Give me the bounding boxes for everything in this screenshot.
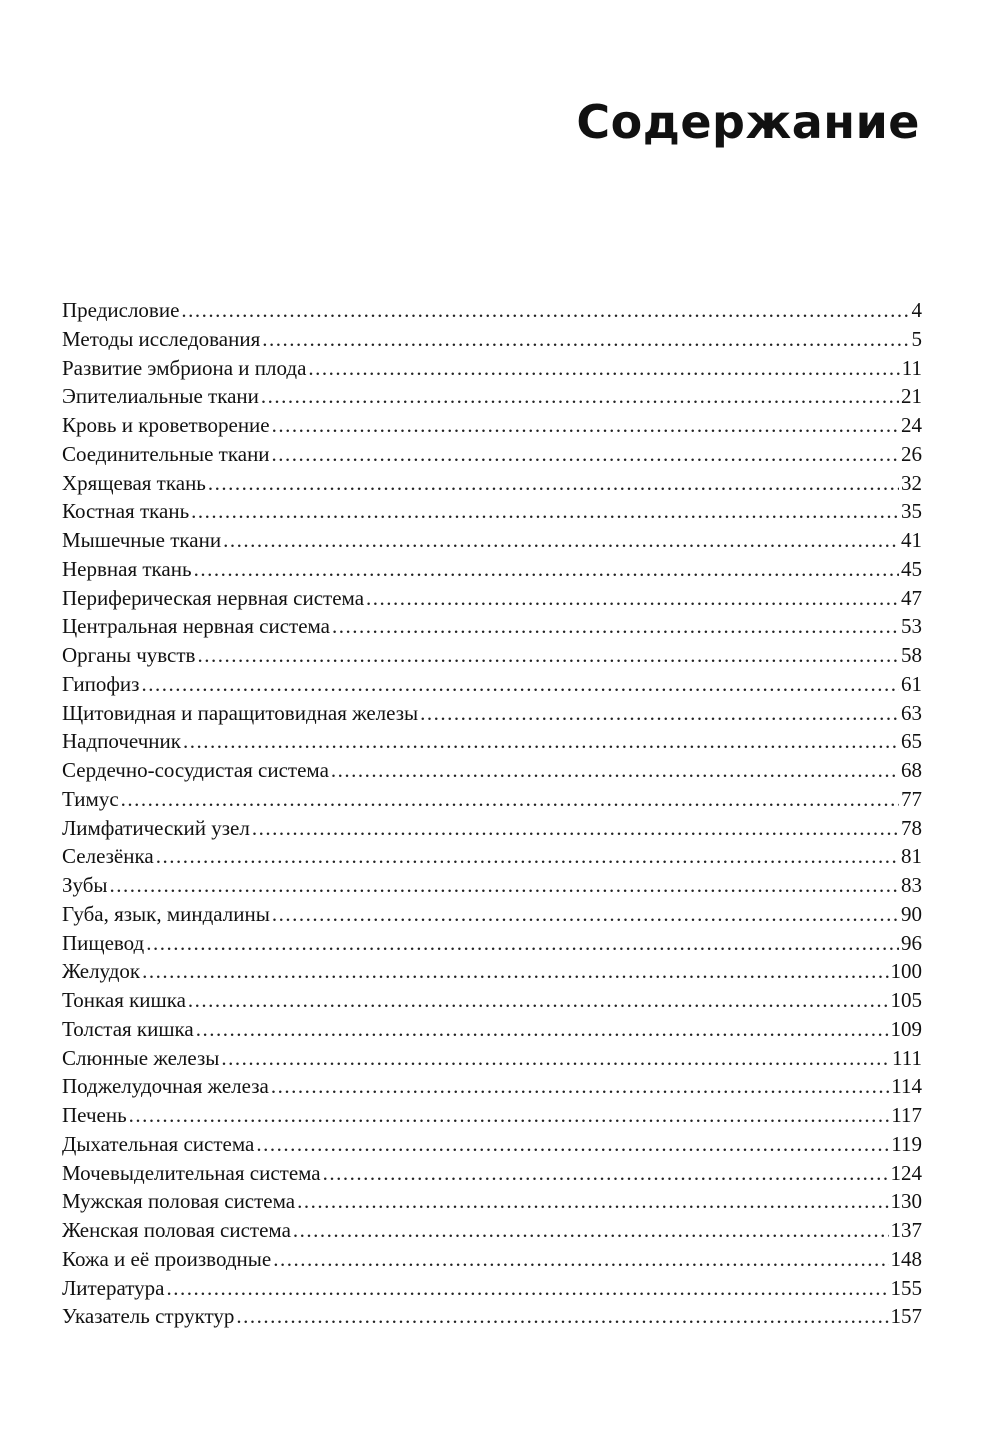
toc-leader-dots xyxy=(262,325,909,354)
toc-entry-label: Тимус xyxy=(62,786,119,811)
toc-entry-label: Хрящевая ткань xyxy=(62,470,206,495)
toc-entry-label: Зубы xyxy=(62,873,108,897)
toc-entry-page: 63 xyxy=(901,700,922,725)
toc-entry-label: Литература xyxy=(62,1275,165,1300)
toc-leader-dots xyxy=(142,957,888,986)
toc-entry[interactable] xyxy=(62,842,922,871)
toc-entry-label: Печень xyxy=(62,1103,127,1127)
toc-leader-dots xyxy=(196,1015,889,1044)
toc-entry[interactable] xyxy=(62,469,922,498)
toc-entry-page: 137 xyxy=(890,1218,922,1242)
toc-leader-dots xyxy=(129,1101,890,1130)
toc-entry-page: 58 xyxy=(901,643,922,667)
toc-entry[interactable] xyxy=(62,526,922,555)
toc-entry[interactable] xyxy=(62,871,922,900)
toc-entry-label: Нервная ткань xyxy=(62,556,192,581)
toc-entry-label: Кожа и её производные xyxy=(62,1246,272,1271)
table-of-contents xyxy=(62,296,922,1331)
toc-leader-dots xyxy=(194,555,899,584)
toc-entry-label: Периферическая нервная система xyxy=(62,585,365,610)
toc-entry-page: 45 xyxy=(901,556,922,581)
toc-entry[interactable] xyxy=(62,1072,922,1101)
toc-entry-label: Губа, язык, миндалины xyxy=(62,901,270,926)
toc-entry[interactable] xyxy=(62,900,922,929)
toc-entry[interactable] xyxy=(62,411,922,440)
toc-entry-page: 90 xyxy=(901,901,922,926)
toc-entry-label: Пищевод xyxy=(62,930,145,955)
toc-entry[interactable] xyxy=(62,612,922,641)
toc-leader-dots xyxy=(197,641,899,670)
toc-entry[interactable] xyxy=(62,497,922,526)
toc-entry-label: Кровь и кроветворение xyxy=(62,413,270,437)
toc-entry[interactable] xyxy=(62,1159,922,1188)
toc-leader-dots xyxy=(221,1044,890,1073)
toc-leader-dots xyxy=(366,584,899,613)
toc-entry-page: 124 xyxy=(890,1160,922,1185)
toc-leader-dots xyxy=(272,411,899,440)
toc-entry[interactable] xyxy=(62,756,922,785)
toc-entry-page: 111 xyxy=(892,1045,922,1070)
toc-leader-dots xyxy=(331,756,899,785)
toc-entry[interactable] xyxy=(62,1245,922,1274)
toc-leader-dots xyxy=(420,699,899,728)
toc-leader-dots xyxy=(297,1187,888,1216)
toc-entry-page: 130 xyxy=(890,1189,922,1214)
toc-entry-label: Сердечно-сосудистая система xyxy=(62,758,329,782)
toc-entry-page: 78 xyxy=(901,815,922,840)
toc-entry[interactable] xyxy=(62,785,922,814)
toc-entry-page: 26 xyxy=(901,441,922,466)
toc-leader-dots xyxy=(223,526,899,555)
toc-leader-dots xyxy=(332,612,899,641)
toc-entry-page: 68 xyxy=(901,758,922,782)
toc-leader-dots xyxy=(273,1245,888,1274)
toc-entry-page: 119 xyxy=(891,1131,922,1156)
toc-entry-page: 100 xyxy=(890,959,922,984)
toc-entry[interactable] xyxy=(62,1130,922,1159)
toc-entry-page: 83 xyxy=(901,873,922,897)
toc-entry-label: Соединительные ткани xyxy=(62,441,270,466)
toc-entry-label: Щитовидная и паращитовидная железы xyxy=(62,700,419,725)
toc-leader-dots xyxy=(146,929,899,958)
toc-entry-label: Органы чувств xyxy=(62,643,196,667)
toc-entry[interactable] xyxy=(62,727,922,756)
toc-entry[interactable] xyxy=(62,1302,922,1331)
toc-entry-page: 155 xyxy=(890,1275,922,1300)
toc-leader-dots xyxy=(256,1130,889,1159)
toc-entry[interactable] xyxy=(62,296,922,325)
toc-entry[interactable] xyxy=(62,1274,922,1303)
toc-entry-page: 77 xyxy=(901,786,922,811)
toc-entry-page: 53 xyxy=(901,614,922,639)
toc-entry[interactable] xyxy=(62,1044,922,1073)
toc-leader-dots xyxy=(188,986,889,1015)
toc-entry-label: Мочевыделительная система xyxy=(62,1160,321,1185)
toc-leader-dots xyxy=(191,497,899,526)
toc-entry[interactable] xyxy=(62,325,922,354)
toc-entry-label: Надпочечник xyxy=(62,729,181,754)
toc-entry-page: 35 xyxy=(901,499,922,524)
toc-entry-label: Центральная нервная система xyxy=(62,614,330,639)
toc-entry[interactable] xyxy=(62,1187,922,1216)
toc-entry-label: Мужская половая система xyxy=(62,1189,296,1214)
toc-entry-page: 65 xyxy=(901,729,922,754)
toc-leader-dots xyxy=(121,785,899,814)
toc-entry[interactable] xyxy=(62,382,922,411)
toc-entry[interactable] xyxy=(62,986,922,1015)
toc-leader-dots xyxy=(156,842,899,871)
toc-entry-label: Методы исследования xyxy=(62,326,261,351)
toc-leader-dots xyxy=(293,1216,889,1245)
toc-entry-page: 24 xyxy=(901,413,922,437)
toc-entry-page: 21 xyxy=(901,384,922,409)
toc-leader-dots xyxy=(166,1274,888,1303)
toc-entry[interactable] xyxy=(62,555,922,584)
toc-entry-page: 105 xyxy=(890,988,922,1012)
toc-leader-dots xyxy=(110,871,899,900)
toc-entry-label: Дыхательная система xyxy=(62,1131,255,1156)
toc-entry-page: 47 xyxy=(901,585,922,610)
toc-entry-label: Лимфатический узел xyxy=(62,815,250,840)
toc-entry[interactable] xyxy=(62,1015,922,1044)
toc-entry-label: Предисловие xyxy=(62,298,180,322)
toc-entry-page: 4 xyxy=(911,298,922,322)
toc-leader-dots xyxy=(208,469,899,498)
toc-entry-label: Поджелудочная железа xyxy=(62,1074,269,1099)
toc-entry-label: Слюнные железы xyxy=(62,1045,220,1070)
toc-entry-page: 117 xyxy=(891,1103,922,1127)
toc-entry-page: 5 xyxy=(911,326,922,351)
toc-leader-dots xyxy=(272,900,899,929)
toc-entry[interactable] xyxy=(62,814,922,843)
toc-entry[interactable] xyxy=(62,641,922,670)
toc-entry-label: Развитие эмбриона и плода xyxy=(62,355,307,380)
toc-entry[interactable] xyxy=(62,670,922,699)
toc-entry-page: 109 xyxy=(890,1016,922,1041)
toc-entry-page: 96 xyxy=(901,930,922,955)
toc-leader-dots xyxy=(183,727,899,756)
page-title: Содержание xyxy=(576,95,920,149)
toc-entry-page: 148 xyxy=(890,1246,922,1271)
toc-entry-label: Толстая кишка xyxy=(62,1016,194,1041)
toc-entry[interactable] xyxy=(62,929,922,958)
toc-entry-label: Мышечные ткани xyxy=(62,528,222,552)
toc-entry-label: Селезёнка xyxy=(62,844,154,869)
toc-entry[interactable] xyxy=(62,440,922,469)
toc-entry[interactable] xyxy=(62,354,922,383)
toc-entry-page: 157 xyxy=(890,1304,922,1329)
toc-entry-label: Желудок xyxy=(62,959,141,984)
toc-leader-dots xyxy=(272,440,899,469)
toc-entry-label: Костная ткань xyxy=(62,499,190,524)
toc-entry[interactable] xyxy=(62,1101,922,1130)
toc-leader-dots xyxy=(141,670,899,699)
toc-entry-label: Тонкая кишка xyxy=(62,988,186,1012)
toc-entry-page: 32 xyxy=(901,470,922,495)
toc-entry-label: Указатель структур xyxy=(62,1304,235,1329)
toc-entry[interactable] xyxy=(62,1216,922,1245)
toc-entry-page: 61 xyxy=(901,671,922,696)
toc-leader-dots xyxy=(181,296,909,325)
toc-leader-dots xyxy=(308,354,899,383)
toc-entry-page: 11 xyxy=(901,355,922,380)
toc-entry-page: 81 xyxy=(901,844,922,869)
toc-entry[interactable] xyxy=(62,957,922,986)
toc-entry-page: 114 xyxy=(891,1074,922,1099)
toc-leader-dots xyxy=(261,382,899,411)
toc-entry-page: 41 xyxy=(901,528,922,552)
toc-entry-label: Женская половая система xyxy=(62,1218,291,1242)
toc-entry-label: Гипофиз xyxy=(62,671,140,696)
toc-entry[interactable] xyxy=(62,584,922,613)
toc-leader-dots xyxy=(271,1072,889,1101)
toc-entry[interactable] xyxy=(62,699,922,728)
toc-leader-dots xyxy=(236,1302,888,1331)
toc-leader-dots xyxy=(252,814,899,843)
toc-leader-dots xyxy=(323,1159,889,1188)
toc-entry-label: Эпителиальные ткани xyxy=(62,384,259,409)
